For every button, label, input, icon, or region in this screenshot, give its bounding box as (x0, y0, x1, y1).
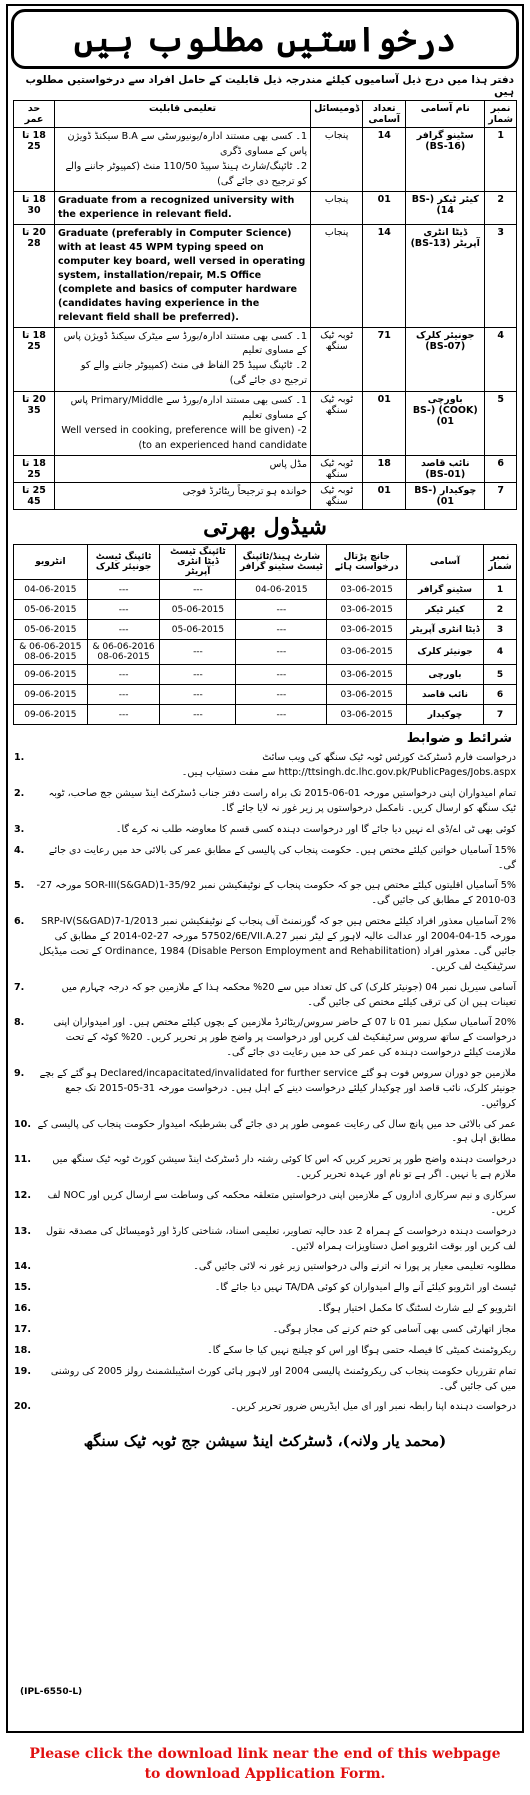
rule-number: 5. (14, 880, 25, 892)
job-row (14, 128, 517, 192)
job-age: 18 تا 30 (14, 192, 55, 225)
rule-number: 7. (14, 981, 25, 993)
rule-item (14, 1257, 516, 1278)
rule-item (14, 784, 516, 820)
job-count: 18 (363, 456, 406, 483)
schedule-steno: --- (236, 665, 327, 685)
job-row (14, 456, 517, 483)
schedule-no: 4 (484, 640, 517, 665)
schedule-deo: --- (160, 705, 236, 725)
schedule-post: نائب قاصد (407, 685, 484, 705)
schedule-steno: 04-06-2015 (236, 580, 327, 600)
rule-text: کوئی بھی ٹی اے/ڈی اے نہیں دیا جائے گا اور درخواست دہندہ کسی قسم کا معاوضہ طلب نہ کرے گا۔ (115, 823, 516, 835)
schedule-interview: 06-06-2015 & 08-06-2015 (14, 640, 88, 665)
schedule-no: 6 (484, 685, 517, 705)
job-qualification: 1۔ کسی بھی مستند ادارہ/بورڈ سے میٹرک سیکنڈ ڈویژن پاس کے مساوی تعلیم 2۔ ٹائپنگ سپیڈ 25 الفاظ فی منٹ (کمپیوٹر جاننے والے کو ترجیح دی جائے گی) (55, 327, 311, 391)
rule-item (14, 1278, 516, 1299)
job-age: 18 تا 25 (14, 327, 55, 391)
schedule-table (13, 544, 517, 725)
rule-item (14, 978, 516, 1014)
rule-number: 4. (14, 844, 25, 856)
job-post: نائب قاصد (BS-01) (406, 456, 485, 483)
rule-text: آسامی سیریل نمبر 04 (جونیئر کلرک) کی کل تعداد میں سے 20% محکمہ ہذا کے ملازمین جو کہ درجہ چہارم میں تعینات ہیں ان کی ترقی کیلئے مختص کی جائیں گی۔ (61, 981, 516, 1008)
job-domicile: پنجاب (311, 225, 363, 327)
schedule-row (14, 640, 517, 665)
job-qualification: خواندہ ہو ترجیحاً ریٹائرڈ فوجی (55, 483, 311, 510)
job-qualification: 1۔ کسی بھی مستند ادارہ/یونیورسٹی سے B.A سیکنڈ ڈویژن پاس کے مساوی ڈگری 2۔ ٹائپنگ/شارٹ ہینڈ سپیڈ 110/50 منٹ (کمپیوٹر جاننے والے کو ترجیح دی جائے گی) (55, 128, 311, 192)
schedule-row (14, 685, 517, 705)
schedule-post: جونیئر کلرک (407, 640, 484, 665)
job-row (14, 192, 517, 225)
schedule-no: 7 (484, 705, 517, 725)
signature: (محمد یار ولانہ)، ڈسٹرکٹ اینڈ سیشن جج ٹوبہ ٹیک سنگھ (83, 1432, 447, 1451)
rule-number: 11. (14, 1154, 31, 1166)
schedule-scrutiny: 03-06-2015 (327, 600, 407, 620)
rule-item (14, 1186, 516, 1222)
rule-number: 17. (14, 1323, 31, 1335)
job-count: 01 (363, 392, 406, 456)
job-advertisement (6, 4, 524, 1733)
job-domicile: ٹوبہ ٹیک سنگھ (311, 327, 363, 391)
ipl-code: (IPL-6550-L) (20, 1687, 83, 1697)
rule-text: تمام امیدواران اپنی درخواستیں مورخہ 01-06-2015 تک براہ راست دفتر جناب ڈسٹرکٹ اینڈ سیشن جج صاحب، ٹوبہ ٹیک سنگھ کو ارسال کریں۔ نامکمل درخواستوں پر زیر غور نہ لایا جائے گا۔ (48, 788, 516, 815)
schedule-scrutiny: 03-06-2015 (327, 620, 407, 640)
schedule-post: سٹینو گرافر (407, 580, 484, 600)
job-domicile: ٹوبہ ٹیک سنگھ (311, 392, 363, 456)
schedule-steno: --- (236, 620, 327, 640)
rule-item (14, 748, 516, 784)
ad-intro: دفتر ہذا میں درج ذیل آسامیوں کیلئے مندرجہ ذیل قابلیت کے حامل افراد سے درخواستیں مطلوب ہیں (25, 74, 514, 98)
job-no: 4 (485, 327, 517, 391)
schedule-header-deo: ٹائپنگ ٹیسٹ ڈیٹا انٹری آپریٹر (160, 545, 236, 580)
rule-item (14, 1013, 516, 1064)
schedule-interview: 04-06-2015 (14, 580, 88, 600)
schedule-no: 3 (484, 620, 517, 640)
schedule-clerk: --- (87, 665, 160, 685)
job-count: 71 (363, 327, 406, 391)
job-post: سٹینو گرافر (BS-16) (406, 128, 485, 192)
rule-item (14, 1150, 516, 1186)
schedule-deo: --- (160, 665, 236, 685)
jobs-header-domicile: ڈومیسائل (311, 101, 363, 128)
schedule-scrutiny: 03-06-2015 (327, 685, 407, 705)
schedule-header-clerk: ٹائپنگ ٹیسٹ جونیئر کلرک (87, 545, 160, 580)
schedule-steno: --- (236, 685, 327, 705)
rule-text: درخواست دہندہ واضح طور پر تحریر کریں کہ اس کا کوئی رشتہ دار ڈسٹرکٹ اینڈ سیشن کورٹ ٹوبہ ٹیک سنگھ میں ملازم ہے یا نہیں۔ اگر ہے تو نام اور عہدہ تحریر کریں۔ (52, 1154, 516, 1181)
schedule-header-steno: شارٹ ہینڈ/ٹائپنگ ٹیسٹ سٹینو گرافر (236, 545, 327, 580)
schedule-deo: --- (160, 640, 236, 665)
schedule-interview: 05-06-2015 (14, 600, 88, 620)
schedule-clerk: --- (87, 705, 160, 725)
rule-text: مطلوبہ تعلیمی معیار پر پورا نہ اترنے والی درخواستیں زیر غور نہ لائی جائیں گی۔ (193, 1261, 516, 1273)
rule-item (14, 1397, 516, 1418)
job-row (14, 225, 517, 327)
schedule-row (14, 580, 517, 600)
schedule-no: 2 (484, 600, 517, 620)
job-count: 01 (363, 192, 406, 225)
rule-text: درخواست فارم ڈسٹرکٹ کورٹس ٹوبہ ٹیک سنگھ کی ویب سائٹ http://ttsingh.dc.lhc.gov.pk/PublicPages/Jobs.aspx سے مفت دستیاب ہیں۔ (181, 752, 516, 779)
rule-number: 2. (14, 788, 25, 800)
schedule-scrutiny: 03-06-2015 (327, 640, 407, 665)
rule-number: 12. (14, 1189, 31, 1201)
rule-item (14, 876, 516, 912)
schedule-row (14, 665, 517, 685)
jobs-header-age: حد عمر (14, 101, 55, 128)
rule-text: انٹرویو کے لیے شارٹ لسٹنگ کا مکمل اختیار ہوگا۔ (317, 1303, 516, 1315)
rule-number: 15. (14, 1282, 31, 1294)
job-no: 7 (485, 483, 517, 510)
schedule-post: ڈیٹا انٹری آپریٹر (407, 620, 484, 640)
schedule-scrutiny: 03-06-2015 (327, 665, 407, 685)
rule-text: تمام تقرریاں حکومت پنجاب کی ریکروٹمنٹ پالیسی 2004 اور لاہور ہائی کورٹ اسٹیبلشمنٹ رولز 2005 کی روشنی میں کی جائیں گی۔ (50, 1365, 516, 1392)
rule-number: 18. (14, 1344, 31, 1356)
ad-title: درخواستیں مطلوب ہیں (11, 9, 519, 69)
job-post: کیئر ٹیکر (BS-14) (406, 192, 485, 225)
schedule-steno: --- (236, 640, 327, 665)
rule-number: 10. (14, 1118, 31, 1130)
rules-title: شرائط و ضوابط (406, 731, 512, 747)
job-post: چوکیدار (BS-01) (406, 483, 485, 510)
rule-text: درخواست دہندہ اپنا رابطہ نمبر اور ای میل ایڈریس ضرور تحریر کریں۔ (230, 1401, 516, 1413)
rule-number: 6. (14, 916, 25, 928)
rule-text: ملازمین جو دوران سروس فوت ہو گئے Declared/incapacitated/invalidated for further service ہو گئے کے بچے جونیئر کلرک، نائب قاصد اور چوکیدار کیلئے درخواست دینے کے اہل ہیں۔ درخواست مورخہ 31-05-2015 تک جمع کروائیں۔ (39, 1067, 516, 1109)
schedule-clerk: --- (87, 600, 160, 620)
schedule-body (14, 580, 517, 725)
job-no: 1 (485, 128, 517, 192)
job-age: 20 تا 35 (14, 392, 55, 456)
rule-item (14, 1222, 516, 1258)
job-count: 01 (363, 483, 406, 510)
rule-text: درخواست دہندہ درخواست کے ہمراہ 2 عدد حالیہ تصاویر، تعلیمی اسناد، شناختی کارڈ اور ڈومیسائل کی مصدقہ نقول لف کریں اور بوقت انٹرویو اصل دستاویزات ہمراہ لائیں۔ (46, 1225, 516, 1252)
job-post: ڈیٹا انٹری آپریٹر (BS-13) (406, 225, 485, 327)
schedule-row (14, 620, 517, 640)
jobs-header-post: نام آسامی (406, 101, 485, 128)
rule-item (14, 1115, 516, 1151)
job-count: 14 (363, 225, 406, 327)
schedule-deo: --- (160, 580, 236, 600)
job-post: جونیئر کلرک (BS-07) (406, 327, 485, 391)
schedule-no: 5 (484, 665, 517, 685)
rule-text: ٹیسٹ اور انٹرویو کیلئے آنے والے امیدواران کو کوئی TA/DA نہیں دیا جائے گا۔ (214, 1282, 516, 1294)
job-qualification: Graduate from a recognized university with the experience in relevant field. (55, 192, 311, 225)
job-domicile: ٹوبہ ٹیک سنگھ (311, 456, 363, 483)
job-no: 5 (485, 392, 517, 456)
rule-number: 3. (14, 823, 25, 835)
rule-number: 13. (14, 1225, 31, 1237)
jobs-header-qualification: تعلیمی قابلیت (55, 101, 311, 128)
rule-number: 19. (14, 1365, 31, 1377)
schedule-interview: 09-06-2015 (14, 685, 88, 705)
schedule-interview: 09-06-2015 (14, 665, 88, 685)
jobs-body (14, 128, 517, 510)
rule-item (14, 912, 516, 977)
rule-text: سرکاری و نیم سرکاری اداروں کے ملازمین اپنی درخواستیں متعلقہ محکمہ کی وساطت سے ارسال کریں اور NOC لف کریں۔ (47, 1189, 516, 1216)
job-count: 14 (363, 128, 406, 192)
schedule-header-no: نمبر شمار (484, 545, 517, 580)
schedule-row (14, 600, 517, 620)
job-row (14, 392, 517, 456)
job-domicile: ٹوبہ ٹیک سنگھ (311, 483, 363, 510)
job-no: 6 (485, 456, 517, 483)
schedule-scrutiny: 03-06-2015 (327, 705, 407, 725)
download-notice-line2: to download Application Form. (144, 1766, 386, 1782)
schedule-deo: 05-06-2015 (160, 600, 236, 620)
rule-number: 9. (14, 1067, 25, 1079)
schedule-scrutiny: 03-06-2015 (327, 580, 407, 600)
schedule-clerk: 06-06-2016 & 08-06-2015 (87, 640, 160, 665)
rule-number: 20. (14, 1401, 31, 1413)
job-age: 18 تا 25 (14, 456, 55, 483)
rule-number: 8. (14, 1017, 25, 1029)
job-qualification: 1۔ کسی بھی مستند ادارہ/بورڈ سے Primary/Middle پاس کے مساوی تعلیم 2- (Well versed in cooking, preference will be given to an experienced hand candidate) (55, 392, 311, 456)
schedule-no: 1 (484, 580, 517, 600)
download-notice-line1: Please click the download link near the end of this webpage (29, 1746, 501, 1762)
schedule-header-interview: انٹرویو (14, 545, 88, 580)
schedule-clerk: --- (87, 580, 160, 600)
schedule-deo: 05-06-2015 (160, 620, 236, 640)
schedule-post: چوکیدار (407, 705, 484, 725)
rules-list (8, 748, 522, 1418)
schedule-title: شیڈول بھرتی (203, 514, 327, 541)
schedule-deo: --- (160, 685, 236, 705)
rule-item (14, 1320, 516, 1341)
rule-item (14, 820, 516, 841)
schedule-steno: --- (236, 705, 327, 725)
rule-text: 5% آسامیاں اقلیتوں کیلئے مختص ہیں جو کہ حکومت پنجاب کے نوٹیفکیشن نمبر SOR-III(S&GAD)1-35/92 مورخہ 27-03-2010 کے مطابق کی جائیں گی۔ (36, 880, 516, 907)
download-notice (0, 1744, 530, 1784)
jobs-table (13, 100, 517, 510)
schedule-clerk: --- (87, 685, 160, 705)
job-age: 18 تا 25 (14, 128, 55, 192)
rule-text: 2% آسامیاں معذور افراد کیلئے مختص ہیں جو کہ گورنمنٹ آف پنجاب کے نوٹیفکیشن نمبر SRP-IV(S&GAD)7-1/2013 مورخہ 15-04-2004 اور عدالت عالیہ لاہور کے لیٹر نمبر 57502/6E/VII.A.27 مورخہ 27-02-2014 کے مطابق کی جائیں گی۔ معذور افراد (Disable Person Employment and Rehabilitation) Ordinance, 1984 کے تحت میڈیکل سرٹیفکیٹ لف کریں۔ (38, 916, 516, 972)
job-domicile: پنجاب (311, 128, 363, 192)
job-qualification: مڈل پاس (55, 456, 311, 483)
job-row (14, 483, 517, 510)
job-post: باورچی (COOK) (BS-01) (406, 392, 485, 456)
job-domicile: پنجاب (311, 192, 363, 225)
rule-text: ریکروٹمنٹ کمیٹی کا فیصلہ حتمی ہوگا اور اس کو چیلنج نہیں کیا جا سکے گا۔ (207, 1344, 516, 1356)
rule-item (14, 1362, 516, 1398)
rule-number: 1. (14, 752, 25, 764)
schedule-interview: 09-06-2015 (14, 705, 88, 725)
job-no: 3 (485, 225, 517, 327)
schedule-post: کیئر ٹیکر (407, 600, 484, 620)
schedule-row (14, 705, 517, 725)
schedule-interview: 05-06-2015 (14, 620, 88, 640)
rule-text: مجاز اتھارٹی کسی بھی آسامی کو ختم کرنے کی مجاز ہوگی۔ (272, 1323, 516, 1335)
job-qualification: Graduate (preferably in Computer Science) with at least 45 WPM typing speed on computer key board, well versed in operating system, installation/repair, M.S Office (complete and basics of computer hardware (candidates having experience in the relevant field shall be preferred). (55, 225, 311, 327)
schedule-clerk: --- (87, 620, 160, 640)
schedule-header-row (14, 545, 517, 580)
rule-item (14, 1341, 516, 1362)
job-no: 2 (485, 192, 517, 225)
rule-item (14, 1064, 516, 1115)
schedule-post: باورچی (407, 665, 484, 685)
job-row (14, 327, 517, 391)
rule-text: عمر کی بالائی حد میں پانچ سال کی رعایت عمومی طور پر دی جائے گی بشرطیکہ امیدوار حکومت پنجاب کی پالیسی کے مطابق اہل ہو۔ (37, 1118, 516, 1145)
job-age: 20 تا 28 (14, 225, 55, 327)
job-age: 25 تا 45 (14, 483, 55, 510)
jobs-header-count: تعداد آسامی (363, 101, 406, 128)
rule-number: 14. (14, 1261, 31, 1273)
rule-text: 15% آسامیاں خواتین کیلئے مختص ہیں۔ حکومت پنجاب کی پالیسی کے مطابق عمر کی بالائی حد میں رعایت دی جائے گی۔ (48, 844, 516, 871)
schedule-steno: --- (236, 600, 327, 620)
rule-text: 20% آسامیاں سکیل نمبر 01 تا 07 کے حاضر سروس/ریٹائرڈ ملازمین کے بچوں کیلئے مختص ہیں۔ اور امیدواران اپنی درخواست کے ساتھ سروس سرٹیفکیٹ لف کریں اور درخواست پر واضح طور پر تحریر کریں۔ 20% کوٹہ کے تحت ملازمت کیلئے درخواست دہندہ کی عمر کی حد میں رعایت دی جائے گی۔ (53, 1017, 516, 1059)
jobs-header-row (14, 101, 517, 128)
rule-item (14, 1299, 516, 1320)
rule-number: 16. (14, 1303, 31, 1315)
schedule-header-scrutiny: جانچ پڑتال درخواست ہائے (327, 545, 407, 580)
rule-item (14, 841, 516, 877)
jobs-header-no: نمبر شمار (485, 101, 517, 128)
schedule-header-post: آسامی (407, 545, 484, 580)
